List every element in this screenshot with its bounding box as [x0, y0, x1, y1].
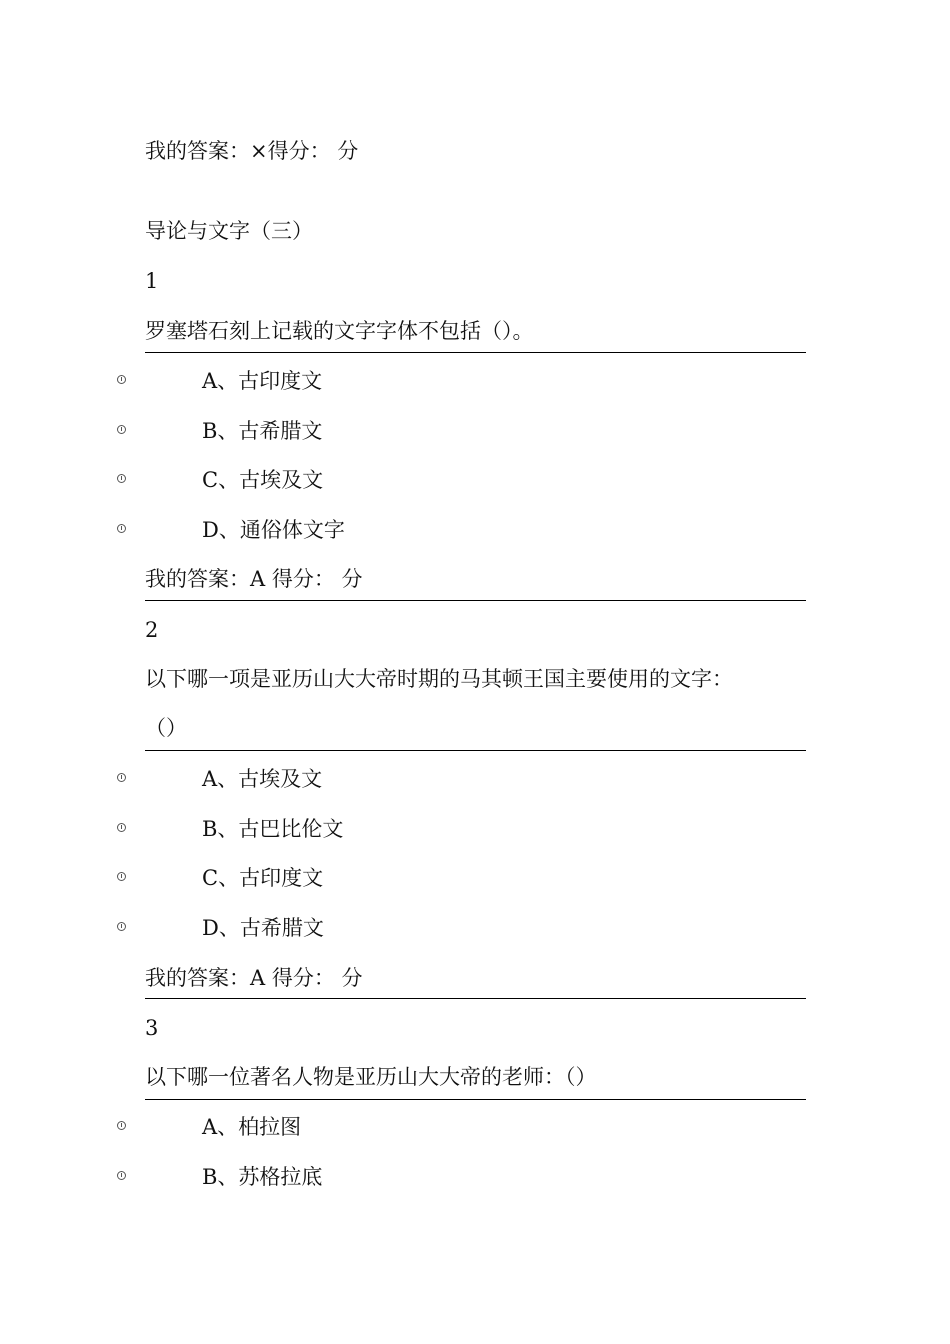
question-number: 3	[145, 1016, 159, 1040]
option-label: D、古希腊文	[202, 916, 324, 940]
option-row[interactable]	[117, 516, 617, 544]
option-row[interactable]	[117, 864, 617, 892]
option-row[interactable]	[117, 815, 617, 843]
my-answer: 我的答案：A 得分： 分	[145, 567, 363, 591]
radio-button-icon[interactable]	[117, 872, 126, 881]
previous-answer: 我的答案：×得分： 分	[145, 139, 359, 163]
radio-button-icon[interactable]	[117, 922, 126, 931]
divider	[145, 998, 806, 999]
option-label: A、古印度文	[202, 369, 323, 393]
option-row[interactable]	[117, 367, 617, 395]
radio-button-icon[interactable]	[117, 524, 126, 533]
radio-button-icon[interactable]	[117, 375, 126, 384]
option-row[interactable]	[117, 765, 617, 793]
radio-button-icon[interactable]	[117, 474, 126, 483]
question-text: 以下哪一位著名人物是亚历山大大帝的老师：（）	[145, 1065, 597, 1089]
divider	[145, 750, 806, 751]
question-text: 罗塞塔石刻上记载的文字字体不包括（）。	[145, 319, 534, 343]
radio-button-icon[interactable]	[117, 1121, 126, 1130]
radio-button-icon[interactable]	[117, 1171, 126, 1180]
option-label: A、柏拉图	[202, 1115, 302, 1139]
option-label: B、古巴比伦文	[202, 817, 344, 841]
divider	[145, 1099, 806, 1100]
option-label: B、苏格拉底	[202, 1165, 323, 1189]
radio-button-icon[interactable]	[117, 823, 126, 832]
option-row[interactable]	[117, 417, 617, 445]
divider	[145, 600, 806, 601]
radio-button-icon[interactable]	[117, 773, 126, 782]
option-label: B、古希腊文	[202, 419, 323, 443]
option-row[interactable]	[117, 1113, 617, 1141]
option-label: C、古埃及文	[202, 468, 324, 492]
option-row[interactable]	[117, 914, 617, 942]
radio-button-icon[interactable]	[117, 425, 126, 434]
option-label: D、通俗体文字	[202, 518, 345, 542]
option-label: C、古印度文	[202, 866, 324, 890]
question-number: 2	[145, 618, 159, 642]
option-row[interactable]	[117, 1163, 617, 1191]
question-text-continuation: （）	[145, 716, 187, 740]
my-answer: 我的答案：A 得分： 分	[145, 966, 363, 990]
question-text: 以下哪一项是亚历山大大帝时期的马其顿王国主要使用的文字：	[145, 667, 733, 691]
divider	[145, 352, 806, 353]
question-number: 1	[145, 269, 159, 293]
option-label: A、古埃及文	[202, 767, 323, 791]
option-row[interactable]	[117, 466, 617, 494]
section-title: 导论与文字（三）	[145, 219, 313, 243]
